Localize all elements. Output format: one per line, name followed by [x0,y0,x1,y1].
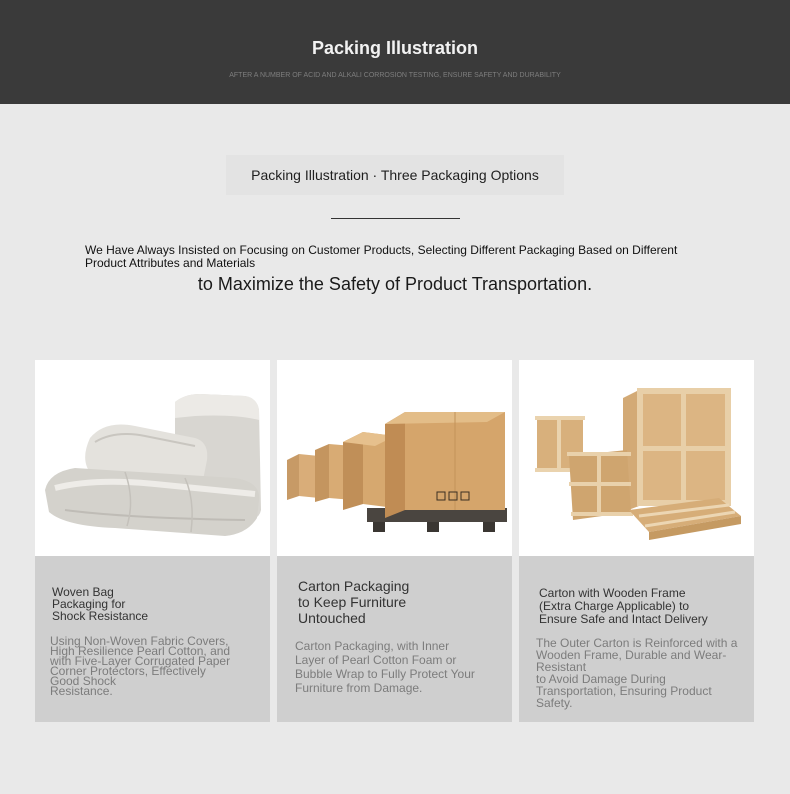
carton-image [277,360,512,556]
woven-bag-image [35,360,270,556]
card-description: Using Non-Woven Fabric Covers, High Resilience Pearl Cotton, and with Five-Layer Corrugated Paper Corner Protectors, Effectively Good Shock Resistance. [50,634,231,698]
page-title: Packing Illustration [311,38,479,58]
wooden-frame-image [519,360,754,556]
card-title: Carton Packaging to Keep Furniture Untouched [298,578,410,626]
card-description: The Outer Carton is Reinforced with a Wooden Frame, Durable and Wear-Resistant to Avoid Damage During Transportation, Ensuring Product Safety. [536,636,738,710]
packaging-card-woven-bag [35,360,270,722]
intro-text: We Have Always Insisted on Focusing on Customer Products, Selecting Different Packaging Based on Different Product Attributes and Materials [85,243,678,270]
card-title: Woven Bag Packaging for Shock Resistance [52,585,149,623]
heading-divider [331,218,460,219]
card-title: Carton with Wooden Frame (Extra Charge Applicable) to Ensure Safe and Intact Delivery [539,586,708,626]
header-banner [0,0,790,104]
packaging-card-wooden-frame [519,360,754,722]
packaging-card-carton [277,360,512,722]
section-heading: Packing Illustration · Three Packaging Options [226,155,564,195]
intro-highlight: to Maximize the Safety of Product Transportation. [197,274,593,294]
page-subtitle: AFTER A NUMBER OF ACID AND ALKALI CORROSION TESTING, ENSURE SAFETY AND DURABILITY [229,72,561,79]
card-description: Carton Packaging, with Inner Layer of Pearl Cotton Foam or Bubble Wrap to Fully Protect Your Furniture from Damage. [295,639,475,695]
